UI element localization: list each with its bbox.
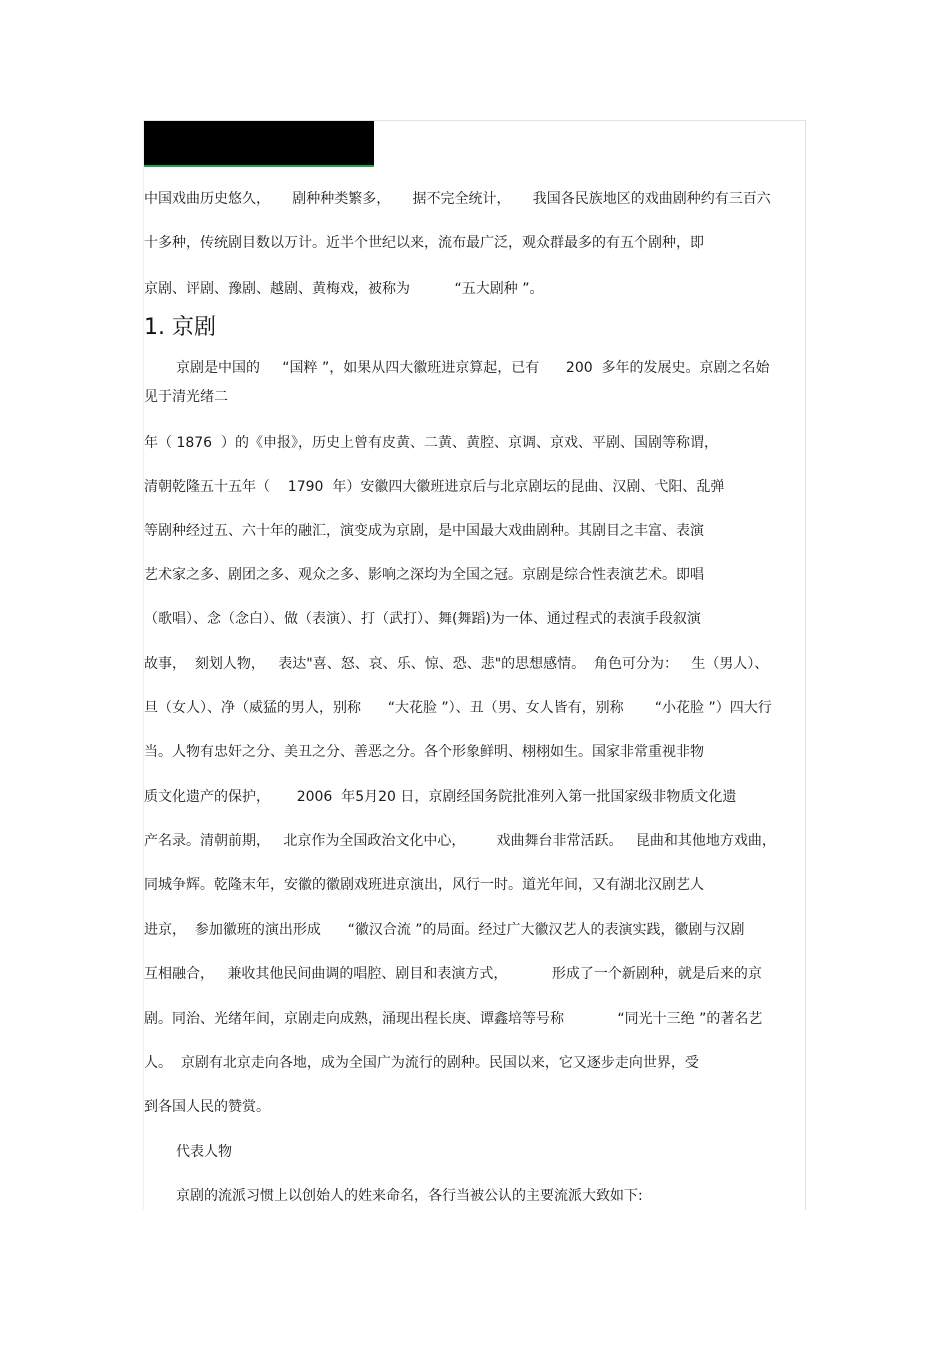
body-line-10: 当。人物有忠奸之分、美丑之分、善恶之分。各个形象鲜明、栩栩如生。国家非常重视非物	[144, 744, 704, 760]
body-line-13: 同城争辉。乾隆末年，安徽的徽剧戏班进京演出，风行一时。道光年间，又有湖北汉剧艺人	[144, 877, 704, 893]
subsection-title: 代表人物	[176, 1144, 232, 1160]
intro-line-1: 中国戏曲历史悠久， 剧种种类繁多， 据不完全统计， 我国各民族地区的戏曲剧种约有三百六	[144, 191, 771, 207]
body-line-9: 旦（女人）、净（威猛的男人，别称 “大花脸 ”）、丑（男、女人皆有，别称 “小花脸 ”）四大行	[144, 700, 772, 716]
intro-line-3: 京剧、评剧、豫剧、越剧、黄梅戏，被称为 “五大剧种 ”。	[144, 281, 544, 297]
body-line-15: 互相融合， 兼收其他民间曲调的唱腔、剧目和表演方式， 形成了一个新剧种，就是后来的京	[144, 966, 762, 982]
body-line-2: 见于清光绪二	[144, 389, 228, 405]
body-line-7: （歌唱）、念（念白）、做（表演）、打（武打）、舞(舞蹈)为一体、通过程式的表演手段叙演	[144, 611, 701, 627]
section-heading: 1. 京剧	[144, 315, 216, 340]
body-line-8: 故事， 刻划人物， 表达"喜、怒、哀、乐、惊、恐、悲"的思想感情。 角色可分为： 生（男人）、	[144, 656, 769, 672]
body-line-3: 年（ 1876 ）的《申报》，历史上曾有皮黄、二黄、黄腔、京调、京戏、平剧、国剧等称谓，	[144, 435, 718, 451]
body-line-6: 艺术家之多、剧团之多、观众之多、影响之深均为全国之冠。京剧是综合性表演艺术。即唱	[144, 567, 704, 583]
body-line-1: 京剧是中国的 “国粹 ”，如果从四大徽班进京算起，已有 200 多年的发展史。京剧之名始	[176, 360, 770, 376]
body-line-5: 等剧种经过五、六十年的融汇，演变成为京剧，是中国最大戏曲剧种。其剧目之丰富、表演	[144, 523, 704, 539]
body-line-11: 质文化遗产的保护， 2006 年5月20 日，京剧经国务院批准列入第一批国家级非物质文化遗	[144, 789, 737, 805]
body-line-17: 人。 京剧有北京走向各地，成为全国广为流行的剧种。民国以来，它又逐步走向世界，受	[144, 1055, 699, 1071]
intro-line-2: 十多种，传统剧目数以万计。近半个世纪以来，流布最广泛，观众群最多的有五个剧种，即	[144, 235, 704, 251]
subsection-text: 京剧的流派习惯上以创始人的姓来命名，各行当被公认的主要流派大致如下:	[176, 1188, 643, 1204]
body-line-18: 到各国人民的赞赏。	[144, 1099, 270, 1115]
body-line-12: 产名录。清朝前期， 北京作为全国政治文化中心， 戏曲舞台非常活跃。 昆曲和其他地方戏曲，	[144, 833, 776, 849]
header-bar	[144, 121, 374, 167]
body-line-4: 清朝乾隆五十五年（ 1790 年）安徽四大徽班进京后与北京剧坛的昆曲、汉剧、弋阳、乱弹	[144, 479, 725, 495]
body-line-14: 进京， 参加徽班的演出形成 “徽汉合流 ”的局面。经过广大徽汉艺人的表演实践，徽剧与汉剧	[144, 922, 745, 938]
body-line-16: 剧。同治、光绪年间，京剧走向成熟，涌现出程长庚、谭鑫培等号称 “同光十三绝 ”的著名艺	[144, 1011, 763, 1027]
